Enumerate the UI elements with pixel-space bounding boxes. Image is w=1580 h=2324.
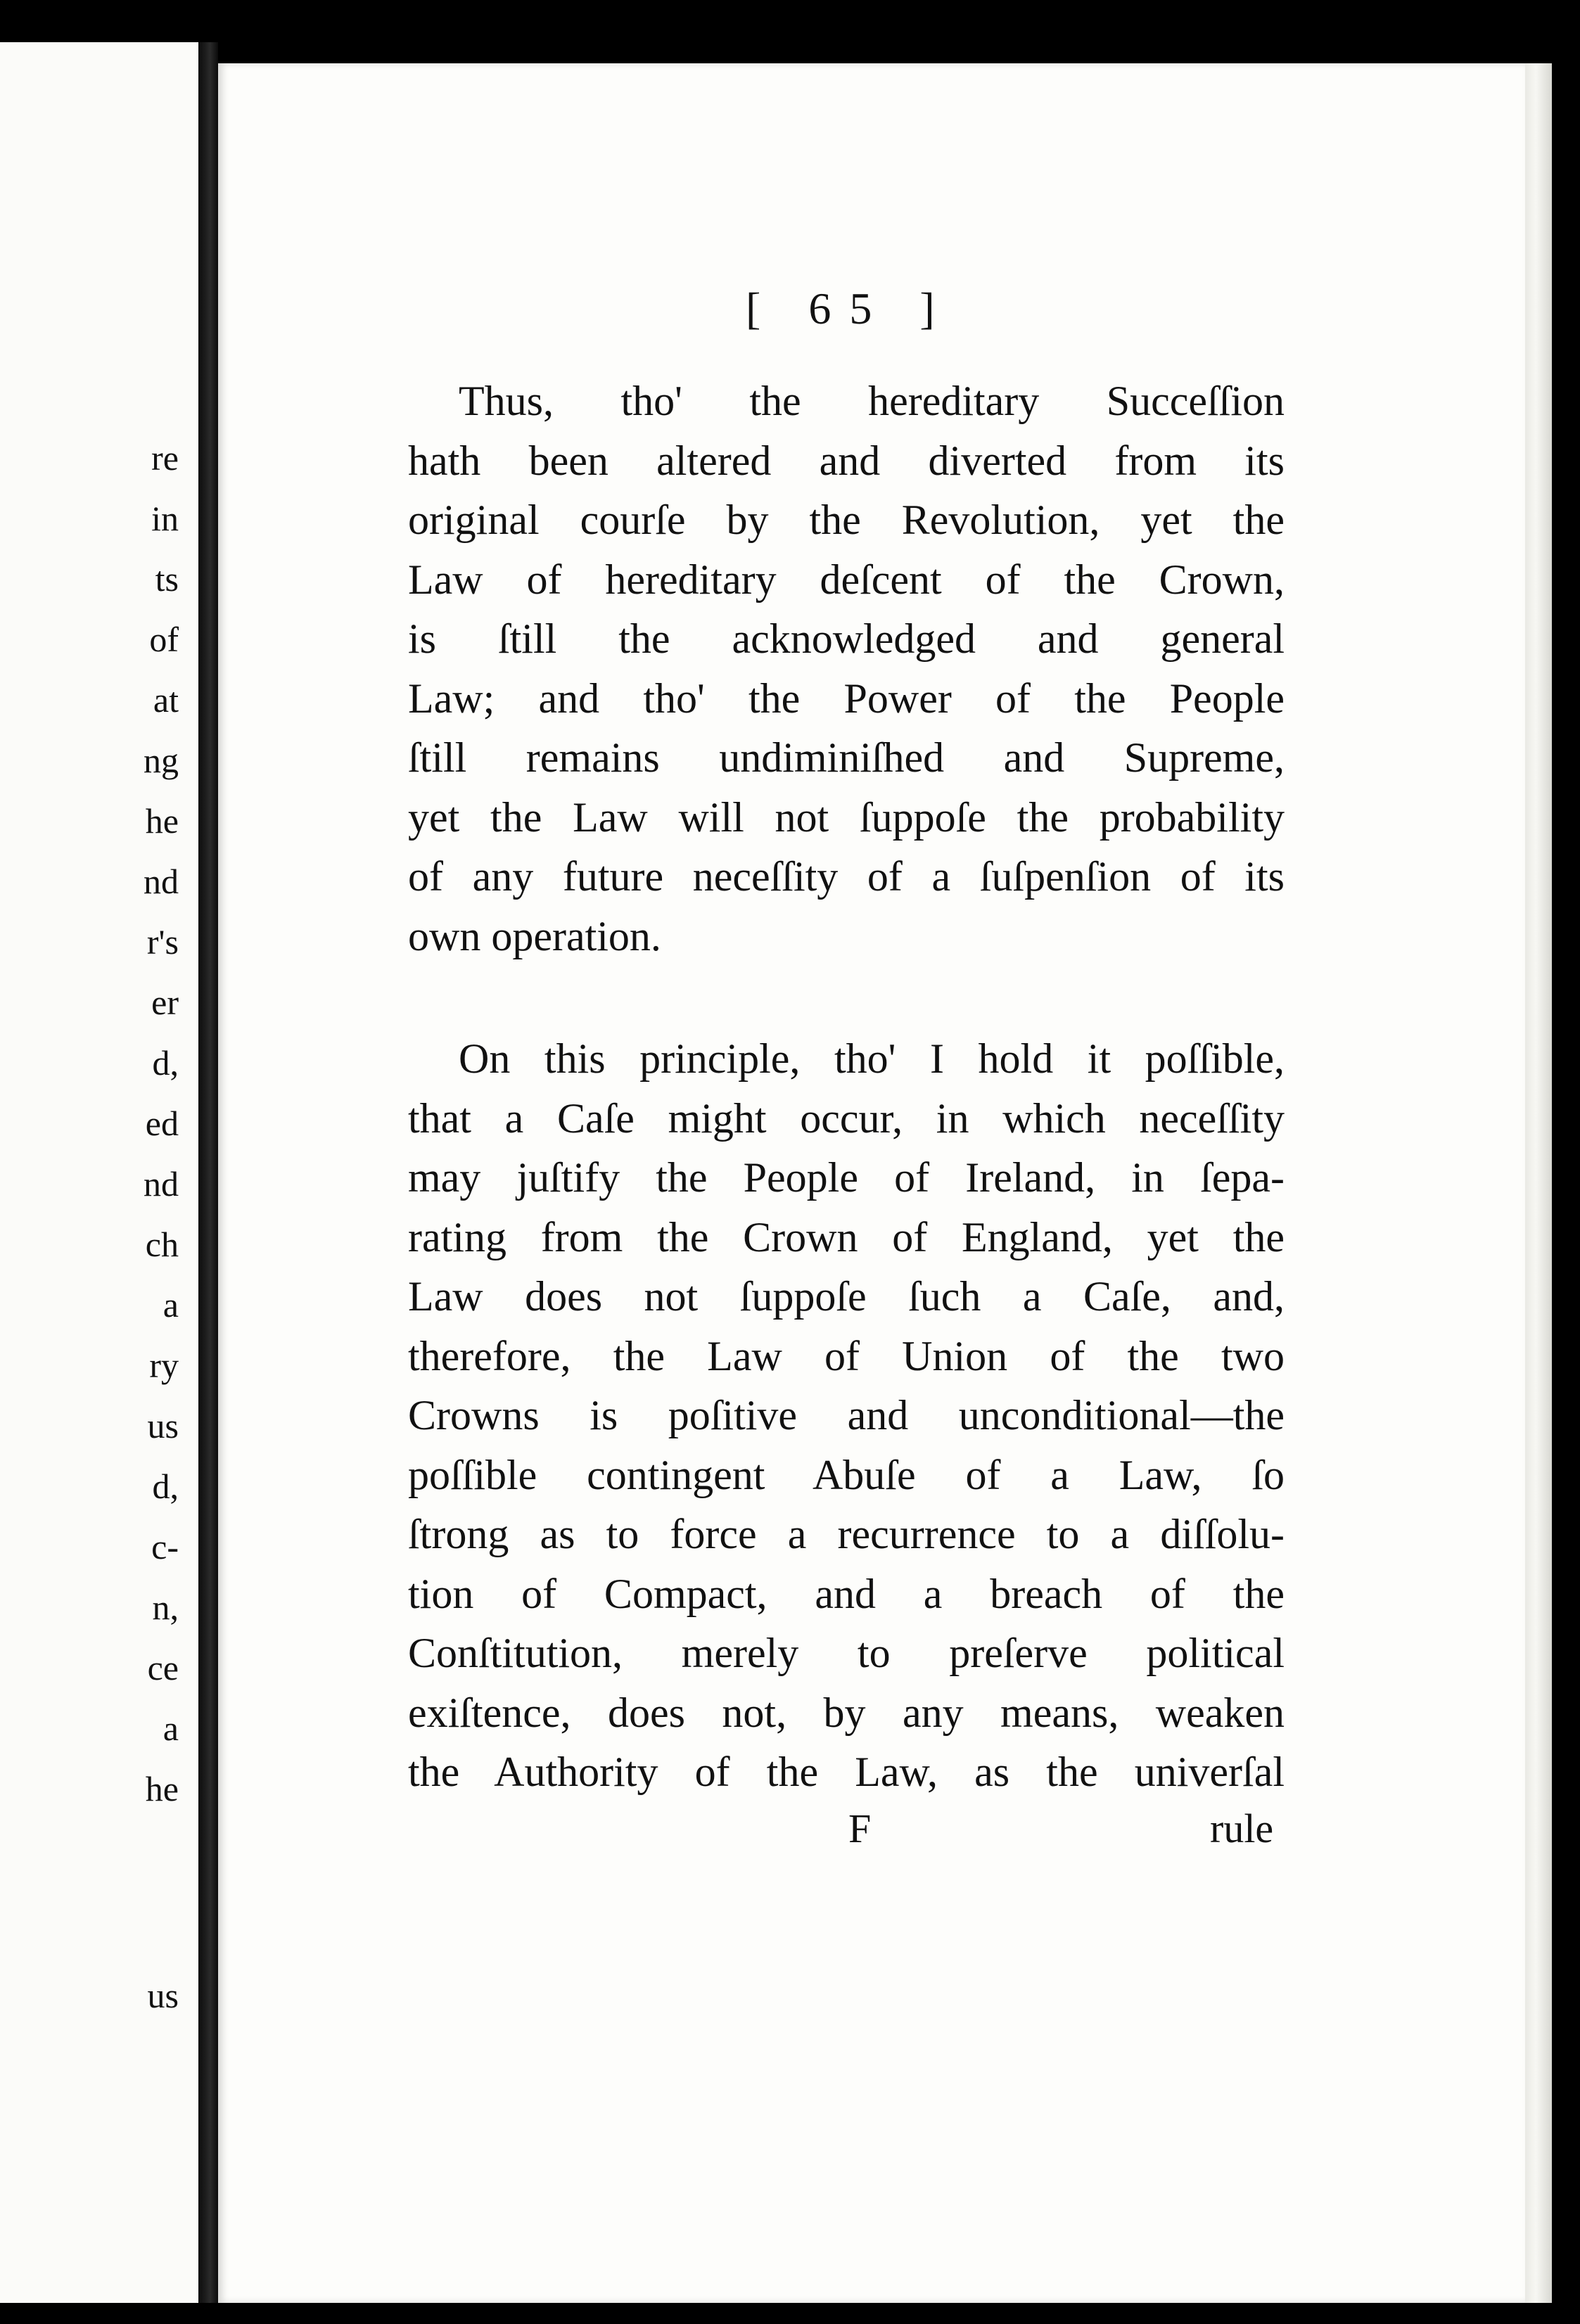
text-line: ſtrong as to force a recurrence to a diſſolu- [408, 1511, 1285, 1557]
facing-page-text-fragment: a [163, 1709, 179, 1748]
facing-page-text-fragment: us [147, 1406, 179, 1445]
catchword: rule [1210, 1806, 1274, 1851]
book-gutter [198, 42, 218, 2303]
facing-page-text-fragment: ts [155, 559, 179, 599]
text-line: the Authority of the Law, as the univerſal [408, 1749, 1285, 1795]
facing-page-text-fragment: ng [144, 741, 179, 780]
facing-page-fragment [0, 42, 198, 2303]
facing-page-text-fragment: a [163, 1285, 179, 1324]
facing-page-text-fragment: he [145, 1769, 179, 1808]
page-edge [1525, 63, 1552, 2303]
text-line: of any future neceſſity of a ſuſpenſion of its [408, 853, 1285, 900]
text-line: Thus, tho' the hereditary Succeſſion [459, 378, 1285, 424]
paragraph [408, 1029, 1285, 1802]
facing-page-text-fragment: ry [149, 1346, 179, 1385]
page-number: [ 65 ] [746, 283, 953, 333]
facing-page-text-fragment: ce [147, 1648, 179, 1687]
facing-page-text-fragment: at [153, 680, 179, 720]
text-line: On this principle, tho' I hold it poſſible, [459, 1035, 1285, 1082]
text-line: Law does not ſuppoſe ſuch a Caſe, and, [408, 1273, 1285, 1320]
text-line: may juſtify the People of Ireland, in ſepa- [408, 1154, 1285, 1201]
text-line: therefore, the Law of Union of the two [408, 1332, 1285, 1379]
facing-page-text-fragment: ed [145, 1104, 179, 1143]
text-line: is ſtill the acknowledged and general [408, 615, 1285, 662]
facing-page-text-fragment: in [151, 499, 179, 538]
facing-page-text-fragment: of [149, 620, 179, 659]
text-line: Crowns is poſitive and unconditional—the [408, 1392, 1285, 1438]
signature-mark: F [848, 1806, 872, 1851]
body-text [408, 371, 1285, 1802]
facing-page-text-fragment: he [145, 801, 179, 841]
facing-page-text-fragment: n, [152, 1588, 179, 1627]
facing-page-text-fragment: er [151, 983, 179, 1022]
facing-page-text-fragment: re [151, 438, 179, 478]
text-line: original courſe by the Revolution, yet the [408, 497, 1285, 543]
text-line: Law; and tho' the Power of the People [408, 675, 1285, 722]
text-line: tion of Compact, and a breach of the [408, 1570, 1285, 1617]
text-line: poſſible contingent Abuſe of a Law, ſo [408, 1451, 1285, 1498]
facing-page-text-fragment: us [147, 1976, 179, 2015]
facing-page-text-fragment: nd [144, 862, 179, 901]
facing-page-text-fragment: c- [151, 1527, 179, 1566]
facing-page-text-fragment: ch [145, 1225, 179, 1264]
text-line: hath been altered and diverted from its [408, 437, 1285, 484]
paragraph [408, 371, 1285, 966]
facing-page-text-fragment: d, [152, 1043, 179, 1083]
text-line: that a Caſe might occur, in which neceſſity [408, 1094, 1285, 1142]
facing-page-text-fragment: d, [152, 1467, 179, 1506]
text-line: ſtill remains undiminiſhed and Supreme, [408, 734, 1285, 781]
text-line: rating from the Crown of England, yet the [408, 1213, 1285, 1260]
text-line: Conſtitution, merely to preſerve political [408, 1630, 1285, 1676]
facing-page-text-fragment: nd [144, 1164, 179, 1204]
text-line: exiſtence, does not, by any means, weaken [408, 1689, 1285, 1736]
text-line: Law of hereditary deſcent of the Crown, [408, 556, 1285, 603]
facing-page-text-fragment: r's [146, 922, 179, 962]
text-line: yet the Law will not ſuppoſe the probability [408, 793, 1285, 841]
text-line: own operation. [408, 912, 661, 959]
